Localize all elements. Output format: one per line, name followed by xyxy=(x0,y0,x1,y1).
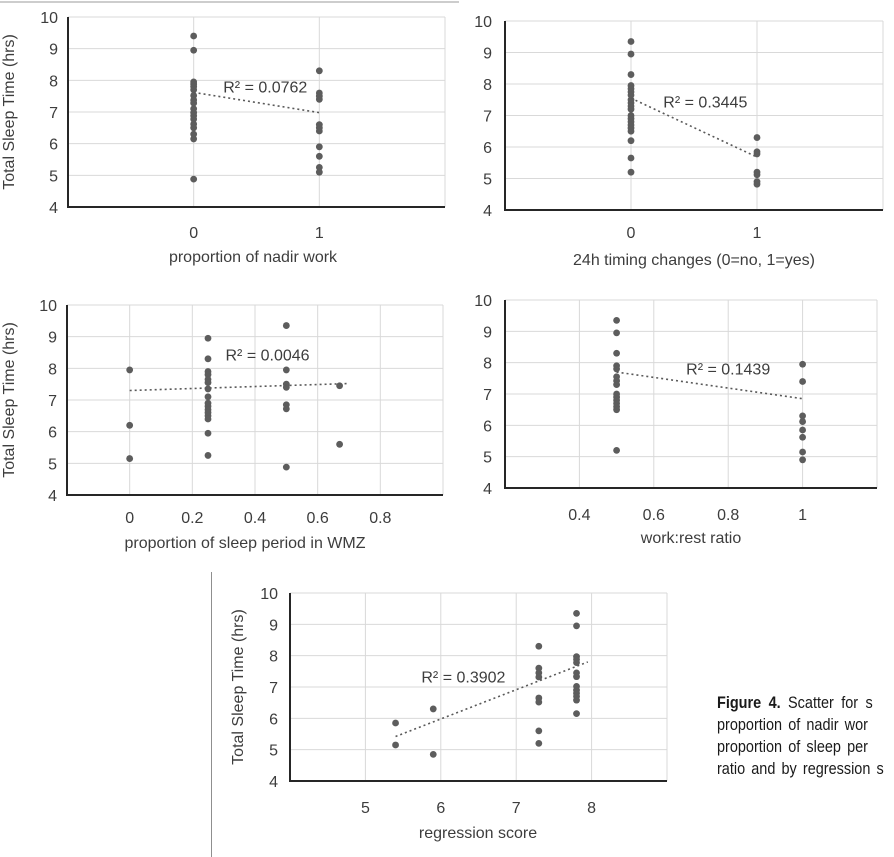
y-tick-label: 6 xyxy=(483,418,492,436)
data-point xyxy=(535,740,542,747)
y-tick-label: 5 xyxy=(48,456,57,474)
data-point xyxy=(754,171,761,178)
r-squared-label: R² = 0.1439 xyxy=(686,361,771,379)
chart-sleep-in-wmz xyxy=(1,298,443,552)
data-point xyxy=(799,361,806,368)
caption-line: ratio and by regression s xyxy=(717,759,884,778)
data-point xyxy=(316,96,323,103)
y-tick-label: 8 xyxy=(483,77,492,94)
r-squared-label: R² = 0.3902 xyxy=(421,669,506,687)
y-tick-label: 7 xyxy=(483,387,492,404)
data-point xyxy=(430,751,437,758)
data-point xyxy=(613,406,620,413)
y-tick-label: 8 xyxy=(48,361,57,379)
x-tick-label: 0.8 xyxy=(717,507,740,524)
x-tick-label: 0.8 xyxy=(369,510,392,527)
data-point xyxy=(126,367,133,374)
data-point xyxy=(205,393,212,400)
x-tick-label: 1 xyxy=(798,507,808,524)
x-tick-label: 0 xyxy=(189,225,199,242)
y-tick-label: 10 xyxy=(474,293,492,310)
data-point xyxy=(628,38,635,45)
caption-line xyxy=(717,692,894,714)
data-point xyxy=(205,379,212,386)
y-tick-label: 6 xyxy=(49,136,58,154)
data-point xyxy=(613,350,620,357)
x-tick-label: 0.2 xyxy=(181,510,204,527)
x-tick-label: 0.4 xyxy=(243,510,267,527)
y-tick-label: 4 xyxy=(48,488,57,505)
y-tick-label: 8 xyxy=(49,73,58,91)
x-tick-label: 6 xyxy=(436,800,446,817)
y-tick-label: 7 xyxy=(269,680,278,697)
data-point xyxy=(535,699,542,706)
x-tick-label: 0.4 xyxy=(568,507,591,524)
data-point xyxy=(573,673,580,680)
y-tick-label: 5 xyxy=(483,449,492,467)
data-point xyxy=(205,430,212,437)
figure-number-label: Figure 4. xyxy=(717,693,781,712)
figure-caption-text xyxy=(717,692,894,780)
data-point xyxy=(392,742,399,749)
data-point xyxy=(535,643,542,650)
data-point xyxy=(754,181,761,188)
y-tick-label: 9 xyxy=(48,329,57,347)
y-tick-label: 10 xyxy=(40,10,58,27)
data-point xyxy=(205,335,212,342)
data-point xyxy=(336,441,343,448)
figure-caption xyxy=(717,692,894,787)
data-point xyxy=(316,128,323,135)
data-point xyxy=(613,381,620,388)
data-point xyxy=(628,169,635,176)
data-point xyxy=(392,720,399,727)
data-point xyxy=(573,710,580,717)
data-point xyxy=(628,155,635,162)
y-tick-label: 8 xyxy=(483,355,492,373)
data-point xyxy=(613,317,620,324)
data-point xyxy=(573,623,580,630)
r-squared-label: R² = 0.0046 xyxy=(225,347,310,365)
data-point xyxy=(799,434,806,441)
y-tick-label: 7 xyxy=(483,108,492,126)
data-point xyxy=(316,169,323,176)
x-tick-label: 1 xyxy=(314,225,324,242)
y-tick-label: 8 xyxy=(269,648,278,666)
data-point xyxy=(205,386,212,393)
y-tick-label: 5 xyxy=(49,168,58,186)
caption-line: proportion of sleep per xyxy=(717,737,868,756)
data-point xyxy=(283,464,290,471)
x-tick-label: 0 xyxy=(626,225,636,242)
data-point xyxy=(628,128,635,135)
x-tick-label: 0.6 xyxy=(642,507,665,524)
data-point xyxy=(613,447,620,454)
y-tick-label: 4 xyxy=(49,200,58,217)
y-axis-title: Total Sleep Time (hrs) xyxy=(230,609,247,765)
data-point xyxy=(573,610,580,617)
chart-timing-changes xyxy=(474,14,883,269)
data-point xyxy=(799,378,806,385)
data-point xyxy=(799,427,806,434)
x-tick-label: 0.6 xyxy=(306,510,329,527)
data-point xyxy=(613,330,620,337)
data-point xyxy=(628,71,635,78)
caption-line: proportion of nadir wor xyxy=(717,715,868,734)
data-point xyxy=(205,355,212,362)
data-point xyxy=(283,322,290,329)
r-squared-label: R² = 0.0762 xyxy=(223,79,308,97)
data-point xyxy=(190,124,197,131)
y-axis-title: Total Sleep Time (hrs) xyxy=(1,34,18,190)
y-tick-label: 7 xyxy=(49,105,58,122)
chart-work-rest-ratio xyxy=(474,293,877,547)
data-point xyxy=(799,449,806,456)
data-point xyxy=(316,67,323,74)
data-point xyxy=(573,697,580,704)
trendline xyxy=(130,384,349,391)
y-tick-label: 7 xyxy=(48,393,57,410)
x-axis-title: proportion of nadir work xyxy=(168,249,338,266)
data-point xyxy=(316,153,323,160)
data-point xyxy=(628,137,635,144)
data-point xyxy=(613,366,620,373)
x-tick-label: 8 xyxy=(587,800,597,817)
x-axis-title: 24h timing changes (0=no, 1=yes) xyxy=(573,252,815,269)
data-point xyxy=(754,134,761,141)
x-axis-title: regression score xyxy=(418,825,538,842)
data-point xyxy=(190,47,197,54)
x-tick-label: 7 xyxy=(511,800,521,817)
y-tick-label: 9 xyxy=(269,617,278,635)
r-squared-label: R² = 0.3445 xyxy=(663,94,748,112)
x-axis-title: work:rest ratio xyxy=(640,530,742,547)
data-point xyxy=(628,106,635,113)
data-point xyxy=(126,422,133,429)
data-point xyxy=(205,416,212,423)
y-tick-label: 5 xyxy=(483,171,492,189)
data-point xyxy=(283,367,290,374)
data-point xyxy=(190,176,197,183)
y-tick-label: 10 xyxy=(39,298,57,315)
y-tick-label: 9 xyxy=(483,45,492,63)
chart-regression-score xyxy=(230,586,667,842)
y-tick-label: 6 xyxy=(48,424,57,442)
x-tick-label: 0 xyxy=(125,510,135,527)
y-tick-label: 9 xyxy=(483,324,492,342)
caption-text-fragment: Scatter for s xyxy=(780,693,873,712)
data-point xyxy=(205,452,212,459)
x-tick-label: 1 xyxy=(752,225,762,242)
chart-nadir-work xyxy=(1,10,445,266)
x-axis-title: proportion of sleep period in WMZ xyxy=(124,535,366,552)
data-point xyxy=(799,418,806,425)
data-point xyxy=(316,143,323,150)
x-tick-label: 5 xyxy=(360,800,370,817)
y-tick-label: 6 xyxy=(483,140,492,157)
y-tick-label: 4 xyxy=(483,481,492,498)
data-point xyxy=(126,455,133,462)
y-tick-label: 5 xyxy=(269,742,278,760)
y-axis-title: Total Sleep Time (hrs) xyxy=(1,322,18,478)
data-point xyxy=(190,33,197,40)
data-point xyxy=(190,136,197,143)
data-point xyxy=(535,727,542,734)
y-tick-label: 10 xyxy=(260,586,278,603)
y-tick-label: 10 xyxy=(474,14,492,31)
data-point xyxy=(283,405,290,412)
y-tick-label: 9 xyxy=(49,41,58,59)
data-point xyxy=(430,706,437,713)
y-tick-label: 4 xyxy=(269,774,278,791)
y-tick-label: 4 xyxy=(483,203,492,220)
y-tick-label: 6 xyxy=(269,711,278,729)
data-point xyxy=(628,51,635,58)
data-point xyxy=(799,456,806,463)
